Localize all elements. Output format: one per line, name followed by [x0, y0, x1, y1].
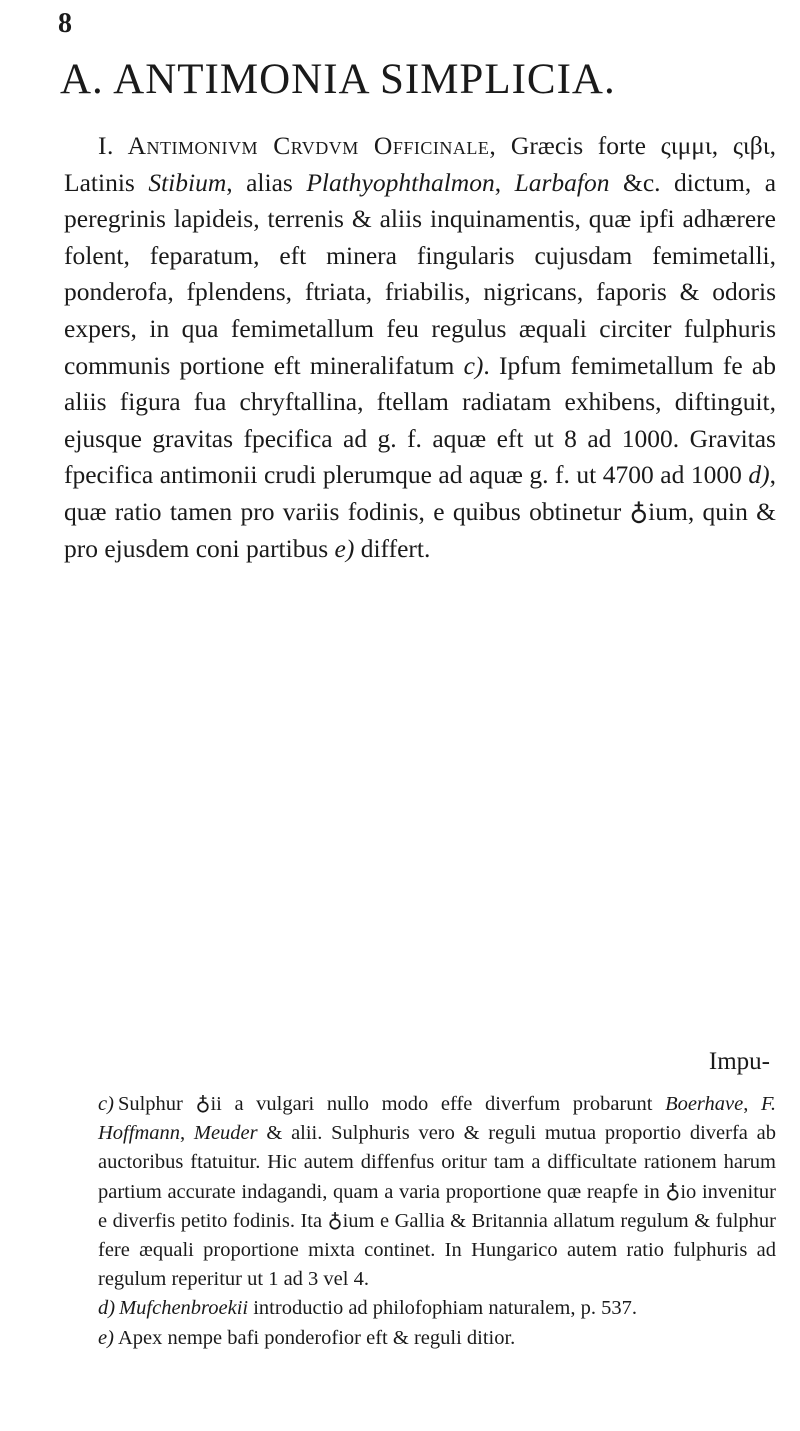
- paragraph-heading: I. Antimonivm Crvdvm Officinale,: [98, 131, 497, 160]
- footnote-d: [64, 1294, 776, 1323]
- greek-word: ςιβι: [732, 131, 770, 160]
- separator: ,: [180, 1122, 194, 1145]
- text-run: ,: [711, 131, 733, 160]
- footnote-text: Sulphur ♁ii a vulgari nullo modo effe diverfum probarunt: [117, 1093, 666, 1115]
- author-name: Meuder: [193, 1122, 258, 1145]
- author-name: F. Hoffmann: [98, 1093, 777, 1145]
- footnote-mark: d): [98, 1297, 116, 1320]
- latin-name: Larbafon: [514, 167, 610, 197]
- text-run: ,: [494, 167, 515, 197]
- main-paragraph: [64, 128, 776, 567]
- footnote-mark: e): [98, 1326, 114, 1349]
- separator: ,: [743, 1093, 761, 1115]
- footnote-text: introductio ad philofophiam naturalem, p. 537.: [248, 1297, 637, 1320]
- latin-name: Plathyophthalmon: [306, 167, 495, 197]
- text-run: , quæ ratio tamen pro variis fodinis, e quibus obtinetur ♁ium, quin & pro ejusdem coni partibus: [64, 460, 776, 563]
- latin-name: Stibium: [148, 167, 227, 197]
- text-run: differt.: [354, 533, 431, 563]
- footnote-ref-c: c): [463, 350, 484, 380]
- footnotes: [64, 1090, 776, 1353]
- footnote-text: Apex nempe bafi ponderofior eft & reguli ditior.: [117, 1326, 516, 1349]
- author-name: Mufchenbroekii: [119, 1297, 249, 1320]
- footnote-text: & alii. Sulphuris vero & reguli mutua proportio diverfa ab auctoribus ftatuitur. Hic autem diffenfus oritur tam a difficultate rationem harum partium accurate indagandi, quam a varia proportione quæ reapfe in ♁io invenitur e diverfis petito fodinis. Ita ♁ium e Gallia & Britannia allatum regulum & fulphur fere æquali proportione mixta continet. In Hungarico autem ratio fulphuris ad regulum reperitur ut 1 ad 3 vel 4.: [98, 1122, 776, 1291]
- text-run: . Ipfum femimetallum fe ab aliis figura fua chryftallina, ftellam radiatam exhibens, diftinguit, ejusque gravitas fpecifica ad g. f. aquæ eft ut 8 ad 1000. Gravitas fpecifica antimonii crudi plerumque ad aquæ g. f. ut 4700 ad 1000: [64, 350, 776, 490]
- text-run: &c. dictum, a peregrinis lapideis, terrenis & aliis inquinamentis, quæ ipfi adhærere folent, feparatum, eft minera fingularis cujusdam femimetalli, ponderofa, fplendens, ftriata, friabilis, nigricans, faporis & odoris expers, in qua femimetallum feu regulus æquali circiter fulphuris communis portione eft mineralifatum: [64, 167, 777, 380]
- greek-word: ςιμμι: [660, 131, 712, 160]
- footnote-mark: c): [98, 1093, 114, 1115]
- footnote-ref-d: d): [748, 460, 770, 490]
- text-run: , Latinis: [64, 131, 776, 197]
- text-run: Græcis forte: [496, 131, 661, 160]
- catchword: Impu-: [708, 1048, 770, 1075]
- author-name: Boerhave: [665, 1093, 744, 1115]
- text-run: , alias: [226, 167, 307, 197]
- footnote-e: [64, 1324, 776, 1353]
- footnote-c: [64, 1090, 776, 1294]
- footnote-ref-e: e): [334, 533, 355, 563]
- page-number: 8: [58, 8, 72, 39]
- section-title: A. ANTIMONIA SIMPLICIA.: [60, 56, 616, 103]
